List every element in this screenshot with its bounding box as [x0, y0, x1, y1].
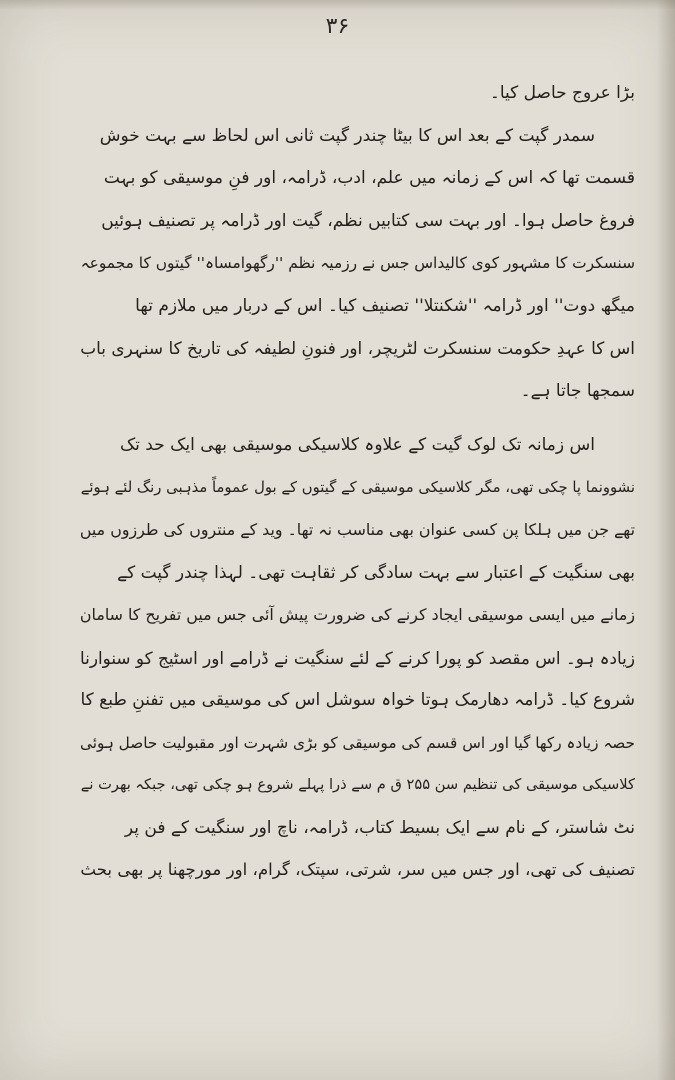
- page-edge-shadow-top: [0, 0, 675, 10]
- text-line: تھے جن میں ہلکا پن کسی عنوان بھی مناسب نہ تھا۔ وید کے منتروں کی طرزوں میں: [80, 520, 635, 539]
- text-line: زیادہ ہو۔ اس مقصد کو پورا کرنے کے لئے سنگیت نے ڈرامے اور اسٹیج کو سنوارنا: [80, 647, 635, 668]
- text-line: فروغ حاصل ہوا۔ اور بہت سی کتابیں نظم، گیت اور ڈرامہ پر تصنیف ہوئیں: [101, 210, 635, 231]
- text-line: سمجھا جاتا ہے۔: [520, 380, 635, 401]
- text-line: بڑا عروج حاصل کیا۔: [489, 83, 635, 103]
- text-line: نشوونما پا چکی تھی، مگر کلاسیکی موسیقی کے گیتوں کے بول عموماً مذہبی رنگ لئے ہوئے: [80, 478, 635, 496]
- text-line: بھی سنگیت کے اعتبار سے بہت سادگی کر ثقاہت تھی۔ لہذا چندر گپت کے: [117, 562, 635, 583]
- page-number: ۳۶: [325, 14, 350, 39]
- text-line: زمانے میں ایسی موسیقی ایجاد کرنے کی ضرورت پیش آئی جس میں تفریح کا سامان: [80, 605, 635, 624]
- text-line: کلاسیکی موسیقی کی تنظیم سن ۲۵۵ ق م سے ذرا پہلے شروع ہو چکی تھی، جبکہ بھرت نے: [80, 776, 635, 793]
- text-line: نٹ شاستر، کے نام سے ایک بسیط کتاب، ڈرامہ، ناچ اور سنگیت کے فن پر: [124, 817, 635, 838]
- text-line: میگھ دوت'' اور ڈرامہ ''شکنتلا'' تصنیف کیا۔ اس کے دربار میں ملازم تھا: [135, 295, 635, 316]
- text-line: حصہ زیادہ رکھا گیا اور اس قسم کی موسیقی کو بڑی شہرت اور مقبولیت حاصل ہوئی: [80, 733, 635, 752]
- text-line: تصنیف کی تھی، اور جس میں سر، شرتی، سپتک، گرام، اور مورچھنا پر بھی بحث: [80, 860, 635, 879]
- text-line: اس زمانہ تک لوک گیت کے علاوہ کلاسیکی موسیقی بھی ایک حد تک: [119, 435, 595, 455]
- text-line: شروع کیا۔ ڈرامہ دھارمک ہوتا خواہ سوشل اس کی موسیقی میں تفننِ طبع کا: [80, 690, 635, 710]
- text-line: قسمت تھا کہ اس کے زمانہ میں علم، ادب، ڈرامہ، اور فنِ موسیقی کو بہت: [103, 168, 635, 188]
- page-edge-shadow-right: [657, 0, 675, 1080]
- text-line: اس کا عہدِ حکومت سنسکرت لٹریچر، اور فنونِ لطیفہ کی تاریخ کا سنہری باب: [80, 338, 635, 358]
- text-line: سمدر گپت کے بعد اس کا بیٹا چندر گپت ثانی اس لحاظ سے بہت خوش: [99, 125, 595, 146]
- body-text: [80, 72, 635, 892]
- text-line: سنسکرت کا مشہور کوی کالیداس جس نے رزمیہ نظم ''رگھوامساہ'' گیتوں کا مجموعہ: [80, 254, 635, 272]
